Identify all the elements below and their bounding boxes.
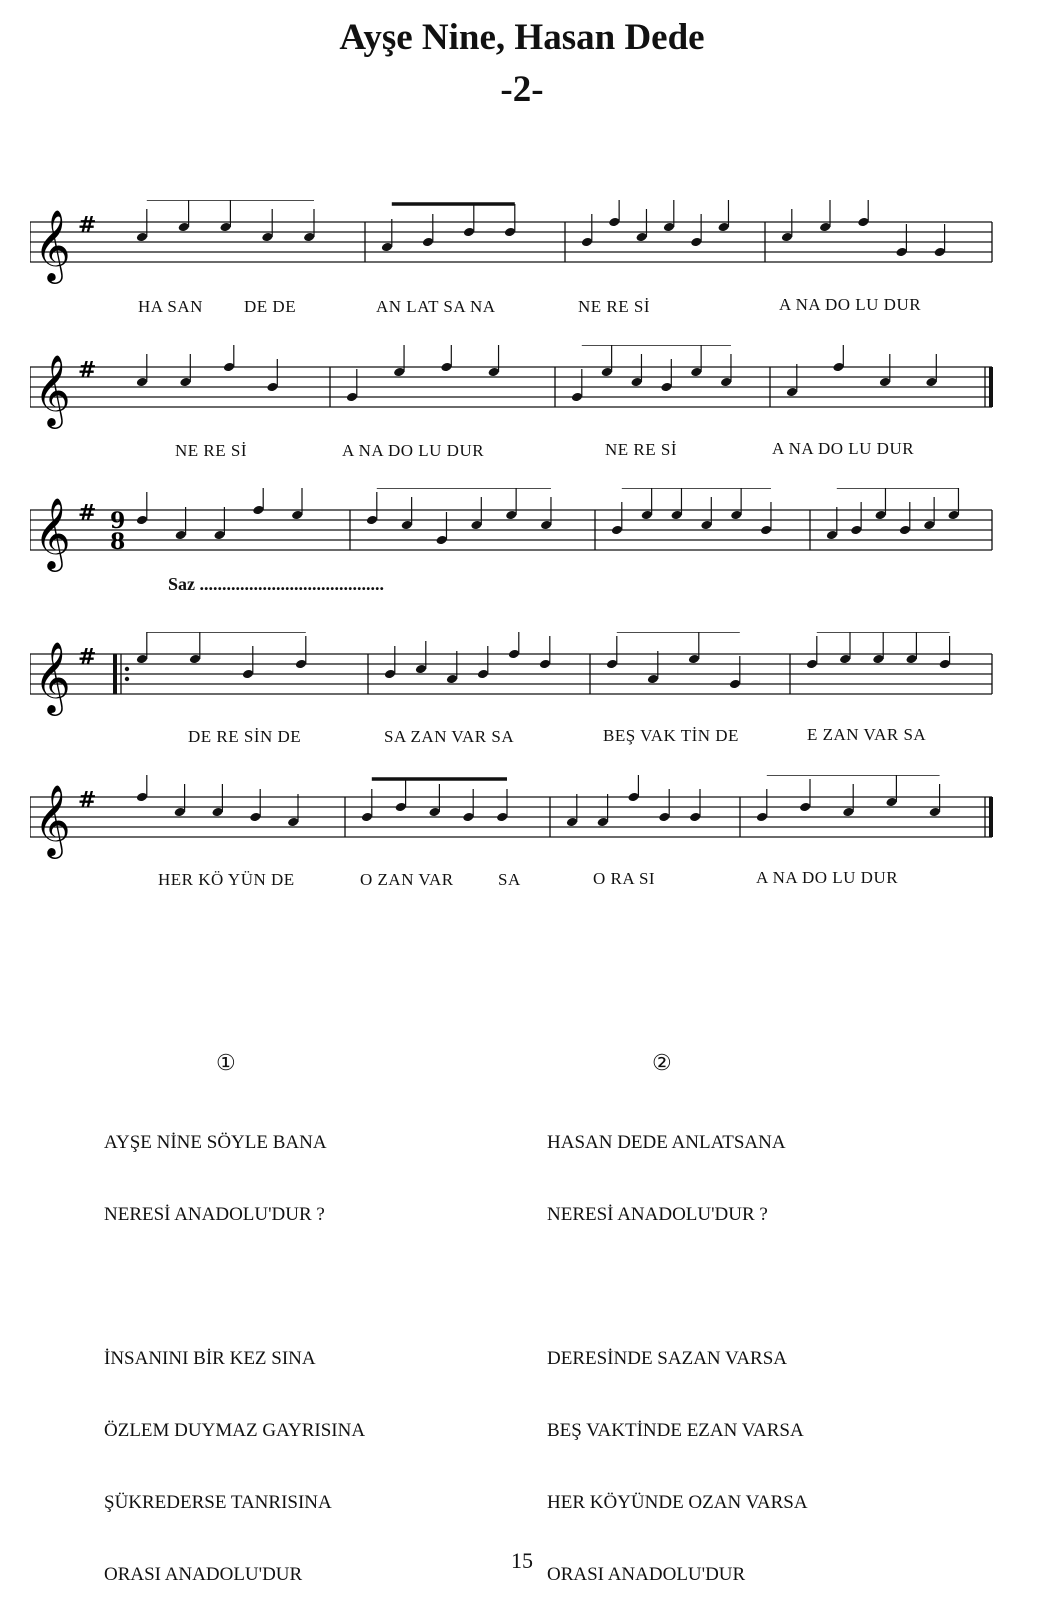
treble-clef: 𝄞 xyxy=(34,783,71,856)
verse-line xyxy=(547,1275,808,1299)
lyric: SA ZAN VAR SA xyxy=(384,727,515,746)
lyric: HER KÖ YÜN DE xyxy=(158,870,295,889)
verse-line: AYŞE NİNE SÖYLE BANA xyxy=(104,1132,327,1153)
time-sig-top: 9 xyxy=(110,508,126,534)
verse-line: İNSANINI BİR KEZ SINA xyxy=(104,1348,316,1369)
verse-line: NERESİ ANADOLU'DUR ? xyxy=(104,1204,325,1225)
end-thick xyxy=(989,797,993,837)
key-signature-sharp: # xyxy=(78,213,97,238)
verse-line: ORASI ANADOLU'DUR xyxy=(104,1564,303,1585)
lyric: DE DE xyxy=(244,297,297,316)
lyric: O ZAN VAR xyxy=(360,870,454,889)
key-signature-sharp: # xyxy=(78,645,97,670)
verse-line: DERESİNDE SAZAN VARSA xyxy=(547,1348,787,1369)
page-number: 15 xyxy=(511,1548,533,1573)
lyric: NE RE Sİ xyxy=(175,441,247,460)
music-staff xyxy=(30,632,1000,732)
staff-system-1 xyxy=(30,200,1000,340)
lyric: NE RE Sİ xyxy=(578,297,650,316)
lyric: AN LAT SA NA xyxy=(376,297,496,316)
lyric: A NA DO LU DUR xyxy=(756,868,899,887)
lyric: E ZAN VAR SA xyxy=(807,725,927,744)
verse-line: HER KÖYÜNDE OZAN VARSA xyxy=(547,1492,808,1513)
verse-line: ŞÜKREDERSE TANRISINA xyxy=(104,1492,332,1513)
verse-2 xyxy=(547,1083,808,1611)
treble-clef: 𝄞 xyxy=(34,353,71,426)
repeat-dot xyxy=(125,667,129,671)
staff-system-5 xyxy=(30,775,1000,915)
end-thick xyxy=(989,367,993,407)
verse-line: NERESİ ANADOLU'DUR ? xyxy=(547,1204,768,1225)
key-signature-sharp: # xyxy=(78,501,97,526)
lyric: HA SAN xyxy=(138,297,203,316)
staff-system-2 xyxy=(30,345,1000,485)
lyric: O RA SI xyxy=(593,869,656,888)
lyric: A NA DO LU DUR xyxy=(779,295,922,314)
lyric: A NA DO LU DUR xyxy=(772,439,915,458)
verse-line: HASAN DEDE ANLATSANA xyxy=(547,1132,786,1153)
verse-line: BEŞ VAKTİNDE EZAN VARSA xyxy=(547,1420,804,1441)
treble-clef: 𝄞 xyxy=(34,496,71,569)
saz-instruction: Saz ......................................... xyxy=(168,574,384,594)
key-signature-sharp: # xyxy=(78,358,97,383)
key-signature-sharp: # xyxy=(78,788,97,813)
song-subtitle: -2- xyxy=(500,69,544,110)
music-staff xyxy=(30,200,1000,300)
lyric: DE RE SİN DE xyxy=(188,727,302,746)
music-staff xyxy=(30,345,1000,445)
staff-system-4 xyxy=(30,632,1000,772)
verse-line xyxy=(104,1275,365,1299)
treble-clef: 𝄞 xyxy=(34,640,71,713)
music-staff xyxy=(30,775,1000,875)
repeat-start-thick xyxy=(113,654,117,694)
song-title: Ayşe Nine, Hasan Dede xyxy=(339,17,705,58)
verse-line: ORASI ANADOLU'DUR xyxy=(547,1564,746,1585)
lyric: SA xyxy=(498,870,521,889)
verse-number-1: ① xyxy=(216,1050,236,1075)
verse-line: ÖZLEM DUYMAZ GAYRISINA xyxy=(104,1420,366,1441)
time-sig-bottom: 8 xyxy=(110,529,126,555)
music-staff xyxy=(30,488,1000,588)
lyric: BEŞ VAK TİN DE xyxy=(603,726,739,745)
lyric: A NA DO LU DUR xyxy=(342,441,485,460)
treble-clef: 𝄞 xyxy=(34,208,71,281)
staff-system-3 xyxy=(30,488,1000,628)
lyric: NE RE Sİ xyxy=(605,440,677,459)
verse-1 xyxy=(104,1083,365,1611)
repeat-dot xyxy=(125,677,129,681)
verse-number-2: ② xyxy=(652,1050,672,1075)
